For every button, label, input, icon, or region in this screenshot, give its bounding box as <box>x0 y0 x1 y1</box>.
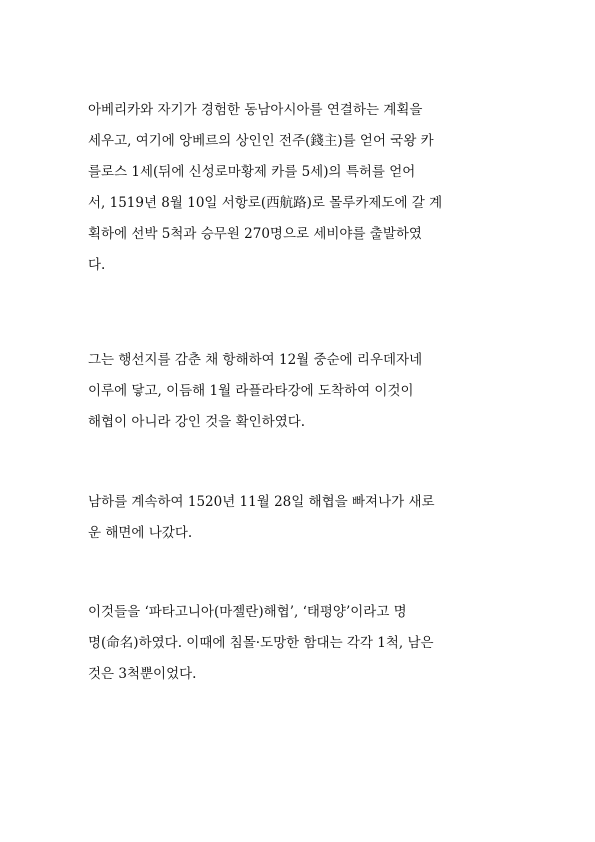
text-line: 이루에 닿고, 이듬해 1월 라플라타강에 도착하여 이것이 <box>88 383 414 399</box>
text-line: 세우고, 여기에 앙베르의 상인인 전주(錢主)를 얻어 국왕 카 <box>88 133 434 149</box>
text-line: 를로스 1세(뒤에 신성로마황제 카를 5세)의 특허를 얻어 <box>88 164 416 180</box>
paragraph-2 <box>88 345 512 438</box>
text-line: 해협이 아니라 강인 것을 확인하였다. <box>88 414 306 430</box>
text-line: 명(命名)하였다. 이때에 침몰·도망한 함대는 각각 1척, 남은 <box>88 635 434 651</box>
paragraph-3 <box>88 487 512 549</box>
text-line: 다. <box>88 257 106 273</box>
text-line: 획하에 선박 5척과 승무원 270명으로 세비야를 출발하였 <box>88 226 422 242</box>
text-line: 아베리카와 자기가 경험한 동남아시아를 연결하는 계획을 <box>88 102 423 118</box>
text-line: 운 해면에 나갔다. <box>88 525 193 541</box>
paragraph-1 <box>88 95 512 281</box>
text-line: 그는 행선지를 감춘 채 항해하여 12월 중순에 리우데자네 <box>88 352 423 368</box>
text-line: 것은 3척뿐이었다. <box>88 666 197 682</box>
paragraph-4 <box>88 597 512 690</box>
text-line: 남하를 계속하여 1520년 11월 28일 해협을 빠져나가 새로 <box>88 494 435 510</box>
text-line: 서, 1519년 8월 10일 서항로(西航路)로 몰루카제도에 갈 계 <box>88 195 443 211</box>
text-line: 이것들을 ‘파타고니아(마젤란)해협’, ‘태평양’이라고 명 <box>88 604 407 620</box>
